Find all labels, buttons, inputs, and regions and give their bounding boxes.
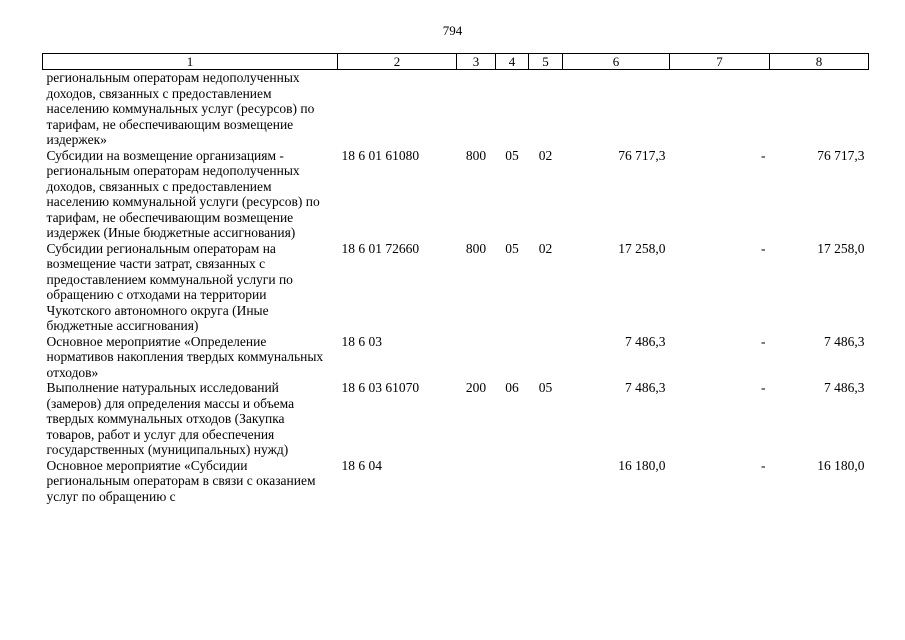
row-col6: 7 486,3 xyxy=(625,380,666,395)
row-col6 xyxy=(563,70,670,148)
row-name: Основное мероприятие «Субсидии региональным операторам в связи с оказанием услуг по обращению с xyxy=(46,457,316,504)
row-col3 xyxy=(457,70,496,148)
table-row xyxy=(43,70,869,148)
table-row xyxy=(43,380,869,458)
table-row xyxy=(43,458,869,505)
row-col5: 02 xyxy=(538,147,553,163)
column-header: 8 xyxy=(770,54,869,70)
row-code: 18 6 01 61080 xyxy=(341,147,420,163)
row-col4 xyxy=(496,334,529,381)
row-col4 xyxy=(496,458,529,505)
row-col6: 17 258,0 xyxy=(618,240,666,256)
table-row xyxy=(43,241,869,334)
page-number: 794 xyxy=(442,23,463,38)
row-col7: - xyxy=(761,240,766,256)
column-header: 2 xyxy=(338,54,457,70)
row-col8: 16 180,0 xyxy=(817,457,865,473)
row-name: Выполнение натуральных исследований (замеров) для определения массы и объема твердых коммунальных отходов (Закупка товаров, работ и услуг для обеспечения государственных (муниципальных) нужд) xyxy=(46,380,295,457)
row-col8: 7 486,3 xyxy=(824,380,865,395)
row-col7 xyxy=(670,70,770,148)
row-name: региональным операторам недополученных доходов, связанных с предоставлением населению коммунальных услуг (ресурсов) по тарифам, не обеспечивающим возмещение издержек» xyxy=(46,70,315,147)
column-header: 3 xyxy=(457,54,496,70)
row-col7: - xyxy=(761,333,766,349)
row-col5 xyxy=(529,70,563,148)
row-col3 xyxy=(457,334,496,381)
row-col4 xyxy=(496,70,529,148)
column-header: 1 xyxy=(43,54,338,70)
row-name: Субсидии региональным операторам на возмещение части затрат, связанных с предоставлением коммунальной услуги по обращению с отходами на территории Чукотского автономного округа (Иные бюджетные ассигнования) xyxy=(46,240,293,333)
row-col4: 06 xyxy=(505,380,519,395)
row-code: 18 6 04 xyxy=(341,457,382,473)
row-col5 xyxy=(529,334,563,381)
row-col6: 76 717,3 xyxy=(618,147,666,163)
column-header: 4 xyxy=(496,54,529,70)
column-header: 7 xyxy=(670,54,770,70)
row-col4: 05 xyxy=(505,147,519,163)
row-col7: - xyxy=(761,457,766,473)
row-col8: 17 258,0 xyxy=(817,240,865,256)
column-header: 6 xyxy=(563,54,670,70)
row-col3 xyxy=(457,458,496,505)
budget-table xyxy=(42,53,869,504)
row-col5 xyxy=(529,458,563,505)
row-col5: 02 xyxy=(538,240,553,256)
row-col8: 7 486,3 xyxy=(824,333,865,349)
row-code xyxy=(338,70,457,148)
row-code: 18 6 03 61070 xyxy=(341,380,420,395)
row-name: Субсидии на возмещение организациям - региональным операторам недополученных доходов, связанных с предоставлением населению коммунальной услуги (ресурсов) по тарифам, не обеспечивающим возмещение издержек (Иные бюджетные ассигнования) xyxy=(46,147,320,240)
row-col7: - xyxy=(761,380,766,395)
row-col7: - xyxy=(761,147,766,163)
row-col4: 05 xyxy=(505,240,519,256)
row-col3: 800 xyxy=(465,240,487,256)
column-header: 5 xyxy=(529,54,563,70)
table-row xyxy=(43,334,869,381)
row-col8 xyxy=(770,70,869,148)
row-code: 18 6 03 xyxy=(341,333,382,349)
row-col6: 16 180,0 xyxy=(618,457,666,473)
row-col8: 76 717,3 xyxy=(817,147,865,163)
row-col3: 800 xyxy=(465,147,487,163)
row-name: Основное мероприятие «Определение нормативов накопления твердых коммунальных отходов» xyxy=(46,333,324,380)
row-col6: 7 486,3 xyxy=(625,333,666,349)
table-header-row xyxy=(43,54,869,70)
row-code: 18 6 01 72660 xyxy=(341,240,420,256)
row-col5: 05 xyxy=(538,380,553,395)
row-col3: 200 xyxy=(465,380,487,395)
table-row xyxy=(43,148,869,241)
